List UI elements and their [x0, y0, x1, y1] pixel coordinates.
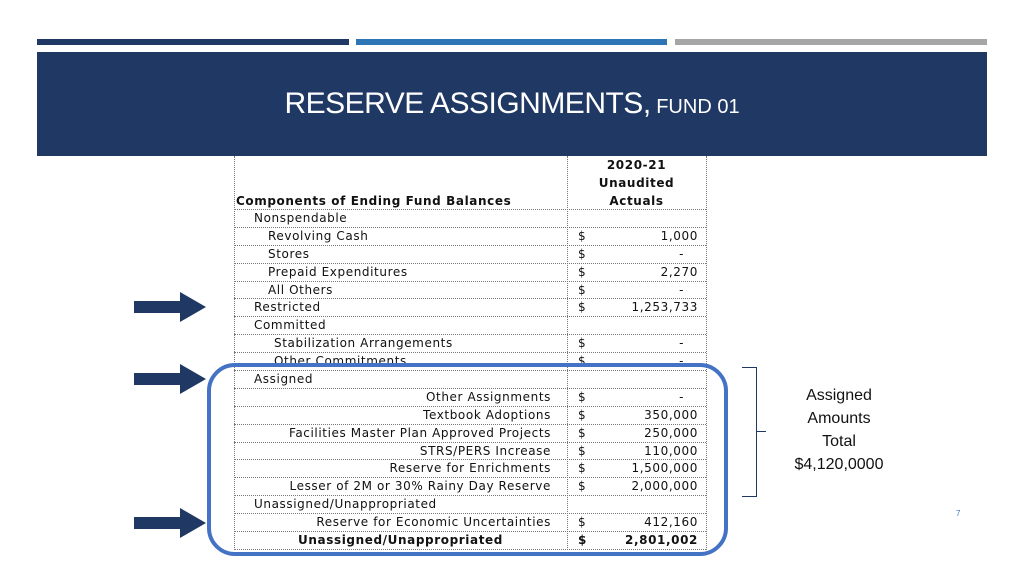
note-line-4: $4,120,0000: [794, 456, 884, 473]
table-row: [234, 282, 706, 300]
row-value: -: [679, 282, 684, 297]
accent-bar-blue: [356, 39, 667, 45]
row-dollar-sign: $: [578, 264, 587, 279]
accent-bar-navy: [37, 39, 349, 45]
row-dollar-sign: $: [578, 425, 587, 440]
note-line-3: Total: [822, 433, 856, 450]
row-label: STRS/PERS Increase: [419, 443, 551, 458]
table-row: [234, 246, 706, 264]
page-number: 7: [956, 509, 961, 518]
slide-title: [37, 52, 987, 161]
row-label: Unassigned/Unappropriated: [254, 497, 437, 512]
row-value: -: [679, 246, 684, 261]
table-row: [234, 228, 706, 246]
bracket-tick: [756, 431, 766, 432]
table-row: [234, 299, 706, 317]
row-label: Other Assignments: [426, 389, 551, 404]
row-label: Stores: [268, 246, 310, 261]
row-value: -: [679, 354, 684, 369]
row-dollar-sign: $: [578, 389, 587, 404]
row-value: 110,000: [644, 443, 698, 458]
row-label: Lesser of 2M or 30% Rainy Day Reserve: [289, 479, 551, 494]
row-dollar-sign: $: [578, 300, 587, 315]
row-dollar-sign: $: [578, 461, 587, 476]
assigned-bracket: [742, 367, 757, 497]
accent-bar-gray: [675, 39, 987, 45]
row-label: Stabilization Arrangements: [274, 336, 453, 351]
row-value: 2,270: [660, 264, 698, 279]
row-label: Committed: [254, 318, 327, 333]
row-label: Revolving Cash: [268, 228, 369, 243]
row-label: Other Commitments: [274, 354, 407, 369]
row-label: Reserve for Economic Uncertainties: [316, 515, 551, 530]
column-header-actuals: Actuals: [609, 194, 664, 208]
row-label: All Others: [268, 282, 334, 297]
row-value: -: [679, 336, 684, 351]
slide-title-main: RESERVE ASSIGNMENTS,: [284, 87, 651, 120]
slide-title-sub: FUND 01: [650, 96, 740, 118]
table-row: [234, 335, 706, 353]
row-dollar-sign: $: [578, 443, 587, 458]
row-dollar-sign: $: [578, 533, 587, 548]
assigned-total-note: [776, 384, 902, 476]
assigned-highlight-box: [207, 363, 728, 556]
table-row: [234, 317, 706, 335]
row-dollar-sign: $: [578, 282, 587, 297]
row-dollar-sign: $: [578, 354, 587, 369]
column-header-year: 2020-21: [606, 158, 667, 172]
row-label: Prepaid Expenditures: [268, 264, 408, 279]
row-label: Facilities Master Plan Approved Projects: [288, 425, 551, 440]
row-value: -: [679, 389, 684, 404]
note-line-2: Amounts: [807, 410, 871, 427]
row-value: 250,000: [644, 425, 698, 440]
row-label: Nonspendable: [254, 211, 348, 225]
row-value: 1,500,000: [631, 461, 698, 476]
components-header: Components of Ending Fund Balances: [236, 194, 512, 208]
row-label: Textbook Adoptions: [423, 407, 551, 422]
row-value: 2,801,002: [625, 533, 698, 548]
row-value: 2,000,000: [631, 479, 698, 494]
row-value: 1,253,733: [631, 300, 698, 315]
row-dollar-sign: $: [578, 479, 587, 494]
row-value: 412,160: [644, 515, 698, 530]
arrow-unassigned-icon: [134, 508, 206, 538]
row-dollar-sign: $: [578, 228, 587, 243]
arrow-assigned-icon: [134, 364, 206, 394]
table-row: [234, 264, 706, 282]
column-header-unaudited: Unaudited: [598, 176, 675, 190]
table-header: [234, 156, 706, 210]
row-label: Restricted: [254, 300, 321, 315]
row-label: Assigned: [254, 372, 314, 387]
row-dollar-sign: $: [578, 407, 587, 422]
arrow-restricted-icon: [134, 292, 206, 322]
row-dollar-sign: $: [578, 515, 587, 530]
row-dollar-sign: $: [578, 336, 587, 351]
table-row: [234, 210, 706, 228]
row-value: 350,000: [644, 407, 698, 422]
row-label: Unassigned/Unappropriated: [298, 533, 503, 548]
title-banner: [37, 52, 987, 156]
row-value: 1,000: [660, 228, 698, 243]
row-label: Reserve for Enrichments: [389, 461, 551, 476]
row-dollar-sign: $: [578, 246, 587, 261]
note-line-1: Assigned: [806, 387, 872, 404]
